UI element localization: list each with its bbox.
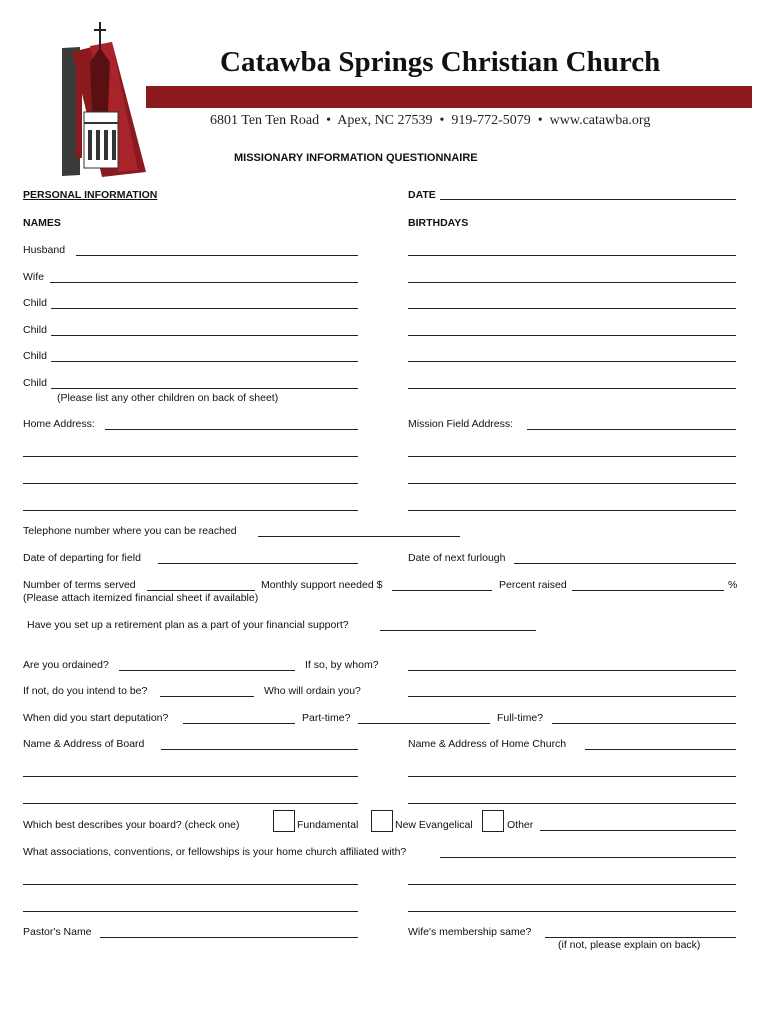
telephone-field[interactable]	[258, 536, 460, 537]
board-address-line[interactable]	[23, 803, 358, 804]
ordained-field[interactable]	[119, 670, 295, 671]
support-field[interactable]	[392, 590, 492, 591]
board-label: Name & Address of Board	[23, 738, 145, 750]
terms-label: Number of terms served	[23, 579, 136, 591]
personal-information-heading: PERSONAL INFORMATION	[23, 189, 158, 201]
part-time-field[interactable]	[358, 723, 490, 724]
names-heading: NAMES	[23, 217, 61, 229]
mission-address-line[interactable]	[408, 510, 736, 511]
by-whom-label: If so, by whom?	[305, 659, 379, 671]
children-note: (Please list any other children on back of sheet)	[57, 392, 279, 404]
child-birthday-field[interactable]	[408, 308, 736, 309]
furlough-date-field[interactable]	[514, 563, 736, 564]
child-name-field[interactable]	[51, 388, 358, 389]
home-church-address-line[interactable]	[408, 776, 736, 777]
mission-address-line[interactable]	[408, 456, 736, 457]
fundamental-option-label: Fundamental	[297, 819, 359, 831]
wife-birthday-field[interactable]	[408, 282, 736, 283]
church-steeple-logo	[62, 22, 150, 180]
full-time-field[interactable]	[552, 723, 736, 724]
date-field[interactable]	[440, 199, 736, 200]
home-church-label: Name & Address of Home Church	[408, 738, 567, 750]
home-address-label: Home Address:	[23, 418, 95, 430]
child-name-field[interactable]	[51, 308, 358, 309]
percent-raised-label: Percent raised	[499, 579, 567, 591]
part-time-label: Part-time?	[302, 712, 351, 724]
departing-label: Date of departing for field	[23, 552, 141, 564]
church-address-line: 6801 Ten Ten Road • Apex, NC 27539 • 919-772-5079 • www.catawba.org	[210, 113, 651, 128]
associations-line[interactable]	[408, 884, 736, 885]
percent-sign: %	[728, 579, 738, 591]
child-label: Child	[23, 324, 47, 336]
departing-date-field[interactable]	[158, 563, 358, 564]
other-option-label: Other	[507, 819, 534, 831]
fundamental-checkbox[interactable]	[273, 810, 295, 832]
full-time-label: Full-time?	[497, 712, 544, 724]
by-whom-field[interactable]	[408, 670, 736, 671]
board-address-line[interactable]	[23, 776, 358, 777]
retirement-label: Have you set up a retirement plan as a part of your financial support?	[27, 619, 349, 631]
child-label: Child	[23, 377, 47, 389]
percent-raised-field[interactable]	[572, 590, 724, 591]
telephone-label: Telephone number where you can be reached	[23, 525, 237, 537]
home-address-field[interactable]	[105, 429, 358, 430]
child-name-field[interactable]	[51, 361, 358, 362]
explain-note: (if not, please explain on back)	[558, 939, 701, 951]
pastor-name-field[interactable]	[100, 937, 358, 938]
home-address-line[interactable]	[23, 483, 358, 484]
support-label: Monthly support needed $	[261, 579, 383, 591]
home-address-line[interactable]	[23, 456, 358, 457]
form-title: MISSIONARY INFORMATION QUESTIONNAIRE	[234, 152, 478, 164]
birthdays-heading: BIRTHDAYS	[408, 217, 469, 229]
header-red-bar	[146, 86, 752, 108]
associations-line[interactable]	[408, 911, 736, 912]
wife-membership-field[interactable]	[545, 937, 736, 938]
child-label: Child	[23, 350, 47, 362]
date-label: DATE	[408, 189, 436, 201]
associations-field[interactable]	[440, 857, 736, 858]
child-birthday-field[interactable]	[408, 388, 736, 389]
wife-membership-label: Wife's membership same?	[408, 926, 532, 938]
board-field[interactable]	[161, 749, 358, 750]
retirement-field[interactable]	[380, 630, 536, 631]
child-name-field[interactable]	[51, 335, 358, 336]
who-ordain-field[interactable]	[408, 696, 736, 697]
home-church-address-line[interactable]	[408, 803, 736, 804]
deputation-field[interactable]	[183, 723, 295, 724]
other-field[interactable]	[540, 830, 736, 831]
intend-field[interactable]	[160, 696, 254, 697]
other-checkbox[interactable]	[482, 810, 504, 832]
child-birthday-field[interactable]	[408, 335, 736, 336]
mission-address-line[interactable]	[408, 483, 736, 484]
deputation-label: When did you start deputation?	[23, 712, 169, 724]
associations-line[interactable]	[23, 884, 358, 885]
associations-label: What associations, conventions, or fellowships is your home church affiliated with?	[23, 846, 407, 858]
intend-label: If not, do you intend to be?	[23, 685, 148, 697]
describes-board-label: Which best describes your board? (check one)	[23, 819, 240, 831]
new-evangelical-option-label: New Evangelical	[395, 819, 473, 831]
husband-name-field[interactable]	[76, 255, 358, 256]
wife-label: Wife	[23, 271, 44, 283]
associations-line[interactable]	[23, 911, 358, 912]
furlough-label: Date of next furlough	[408, 552, 506, 564]
mission-field-address-field[interactable]	[527, 429, 736, 430]
new-evangelical-checkbox[interactable]	[371, 810, 393, 832]
pastor-name-label: Pastor's Name	[23, 926, 92, 938]
home-address-line[interactable]	[23, 510, 358, 511]
husband-birthday-field[interactable]	[408, 255, 736, 256]
child-label: Child	[23, 297, 47, 309]
ordained-label: Are you ordained?	[23, 659, 109, 671]
who-ordain-label: Who will ordain you?	[264, 685, 361, 697]
husband-label: Husband	[23, 244, 66, 256]
mission-field-address-label: Mission Field Address:	[408, 418, 514, 430]
wife-name-field[interactable]	[50, 282, 358, 283]
home-church-field[interactable]	[585, 749, 736, 750]
church-name: Catawba Springs Christian Church	[220, 46, 661, 78]
financial-note: (Please attach itemized financial sheet if available)	[23, 592, 259, 604]
child-birthday-field[interactable]	[408, 361, 736, 362]
terms-field[interactable]	[147, 590, 255, 591]
